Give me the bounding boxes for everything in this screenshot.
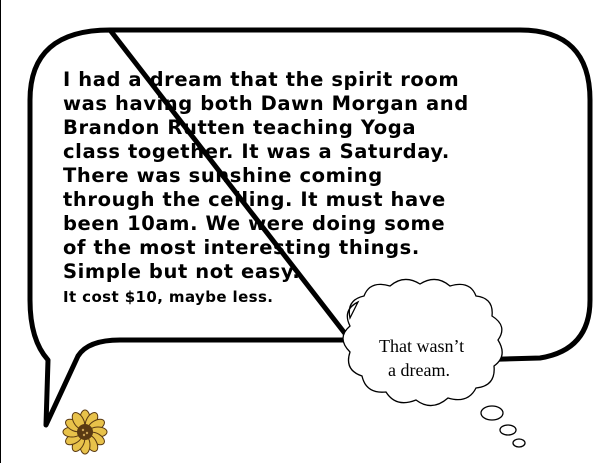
speech-line: It cost $10, maybe less.	[63, 288, 274, 306]
speech-line: through the ceiling. It must have	[63, 188, 446, 211]
speech-line: I had a dream that the spirit room	[63, 68, 460, 91]
speech-line: been 10am. We were doing some	[63, 212, 446, 235]
speech-line: There was sunshine coming	[63, 164, 383, 187]
thought-text	[363, 334, 503, 382]
thought-line-2: a dream.	[388, 360, 450, 380]
speech-line: of the most interesting things.	[63, 236, 420, 259]
speech-line: Brandon Rutten teaching Yoga	[63, 116, 417, 139]
speech-line: class together. It was a Saturday.	[63, 140, 450, 163]
speech-line: Simple but not easy.	[63, 260, 301, 283]
speech-text	[63, 68, 533, 308]
speech-line: was having both Dawn Morgan and	[63, 92, 469, 115]
thought-line-1: That wasn’t	[379, 336, 465, 356]
sunflower-icon	[63, 410, 107, 454]
